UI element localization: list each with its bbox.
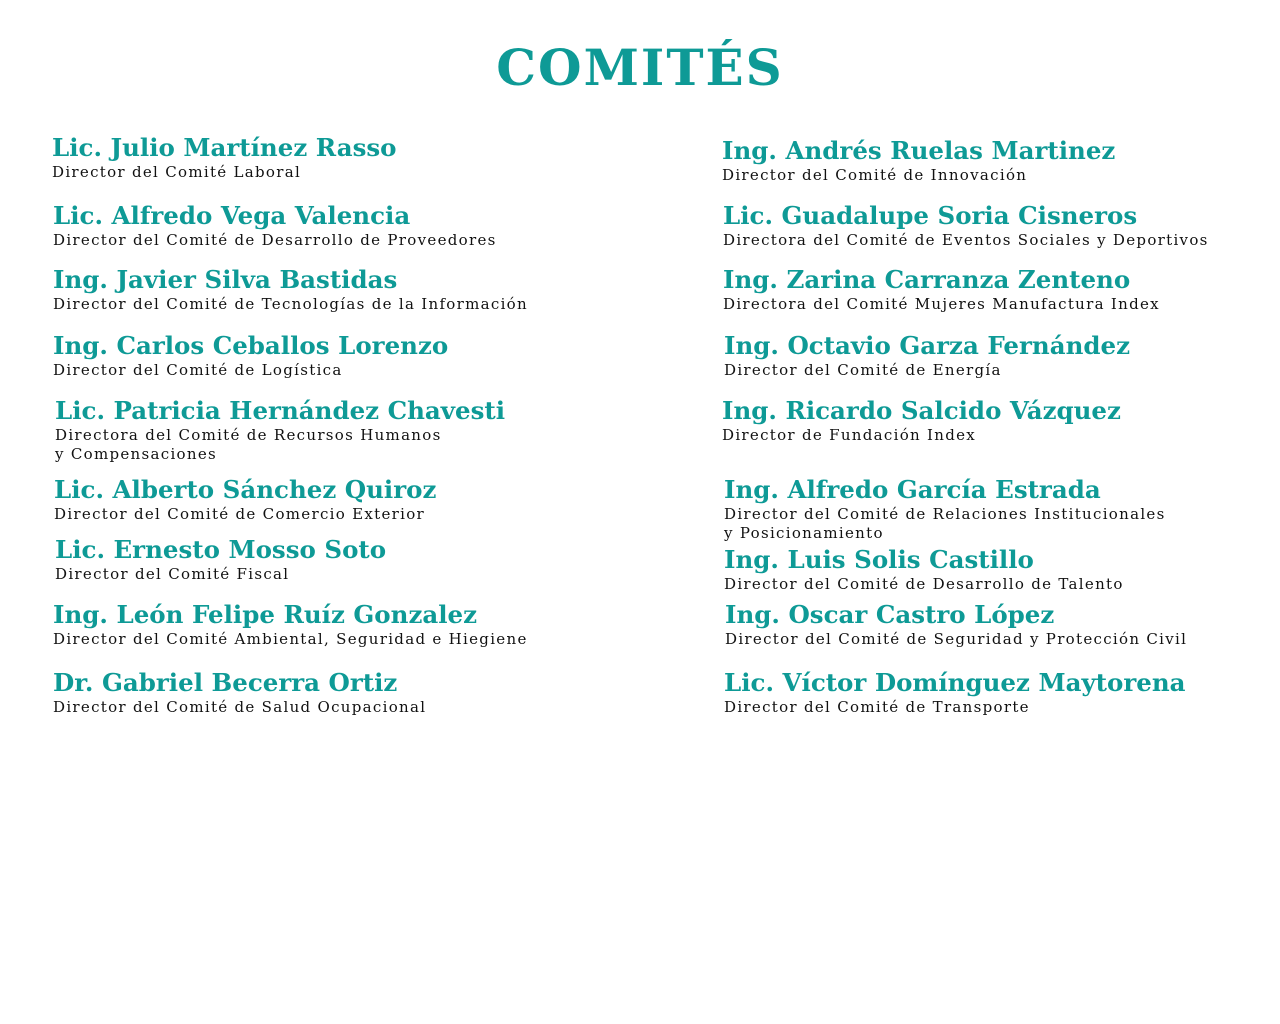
- member-role: Director del Comité Ambiental, Seguridad e Hiegiene: [53, 630, 528, 648]
- member-name: Lic. Patricia Hernández Chavesti: [55, 396, 506, 425]
- member-name: Dr. Gabriel Becerra Ortiz: [53, 668, 398, 697]
- member-role-line-1: Director del Comité de Relaciones Institucionales: [724, 505, 1166, 523]
- member-role: Director del Comité de Comercio Exterior: [54, 505, 426, 523]
- member-name: Ing. Oscar Castro López: [725, 600, 1055, 629]
- committee-entry: [724, 475, 1166, 543]
- member-role: Director del Comité Fiscal: [55, 565, 290, 583]
- member-role-line-2: y Posicionamiento: [724, 524, 884, 542]
- member-name: Ing. Ricardo Salcido Vázquez: [722, 396, 1121, 425]
- member-role: Director del Comité de Desarrollo de Proveedores: [53, 231, 497, 249]
- member-name: Lic. Alberto Sánchez Quiroz: [54, 475, 437, 504]
- member-name: Lic. Alfredo Vega Valencia: [53, 201, 411, 230]
- member-name: Ing. Zarina Carranza Zenteno: [723, 265, 1131, 294]
- member-role: Director del Comité de Energía: [724, 361, 1002, 379]
- committee-entry: [724, 668, 1186, 717]
- member-role-line-2: y Compensaciones: [55, 445, 218, 463]
- committee-entry: [725, 600, 1187, 649]
- committee-entry: [52, 133, 397, 182]
- committee-entry: [53, 668, 426, 717]
- member-role: Director del Comité de Logística: [53, 361, 343, 379]
- committee-entry: [55, 535, 386, 584]
- committee-entry: [723, 265, 1160, 314]
- member-name: Lic. Víctor Domínguez Maytorena: [724, 668, 1186, 697]
- committee-entry: [723, 201, 1209, 250]
- member-name: Ing. Alfredo García Estrada: [724, 475, 1101, 504]
- member-name: Ing. Octavio Garza Fernández: [724, 331, 1131, 360]
- committee-entry: [55, 396, 505, 464]
- member-name: Ing. León Felipe Ruíz Gonzalez: [53, 600, 478, 629]
- member-role: Director del Comité Laboral: [52, 163, 302, 181]
- committee-entry: [53, 201, 497, 250]
- member-name: Ing. Javier Silva Bastidas: [53, 265, 398, 294]
- member-role: Director del Comité de Desarrollo de Talento: [724, 575, 1124, 593]
- committee-entry: [53, 331, 448, 380]
- member-role: Director del Comité de Seguridad y Protección Civil: [725, 630, 1188, 648]
- member-role: Directora del Comité Mujeres Manufactura Index: [723, 295, 1160, 313]
- member-name: Lic. Ernesto Mosso Soto: [55, 535, 387, 564]
- member-name: Ing. Andrés Ruelas Martinez: [722, 136, 1116, 165]
- page-title: COMITÉS: [496, 38, 784, 97]
- committee-entry: [722, 396, 1121, 445]
- committee-entry: [724, 545, 1124, 594]
- committee-entry: [53, 265, 528, 314]
- member-role: Director del Comité de Transporte: [724, 698, 1030, 716]
- member-role: Directora del Comité de Eventos Sociales y Deportivos: [723, 231, 1209, 249]
- member-role: Director del Comité de Tecnologías de la Información: [53, 295, 528, 313]
- member-name: Ing. Luis Solis Castillo: [724, 545, 1034, 574]
- member-role-line-1: Directora del Comité de Recursos Humanos: [55, 426, 442, 444]
- member-role: Director del Comité de Salud Ocupacional: [53, 698, 427, 716]
- committee-entry: [722, 136, 1115, 185]
- member-name: Ing. Carlos Ceballos Lorenzo: [53, 331, 449, 360]
- member-role: [724, 505, 1166, 543]
- member-role: Director de Fundación Index: [722, 426, 977, 444]
- member-name: Lic. Julio Martínez Rasso: [52, 133, 397, 162]
- committee-entry: [724, 331, 1130, 380]
- committee-entry: [53, 600, 528, 649]
- committee-entry: [54, 475, 436, 524]
- member-role: Director del Comité de Innovación: [722, 166, 1028, 184]
- member-name: Lic. Guadalupe Soria Cisneros: [723, 201, 1138, 230]
- member-role: [55, 426, 505, 464]
